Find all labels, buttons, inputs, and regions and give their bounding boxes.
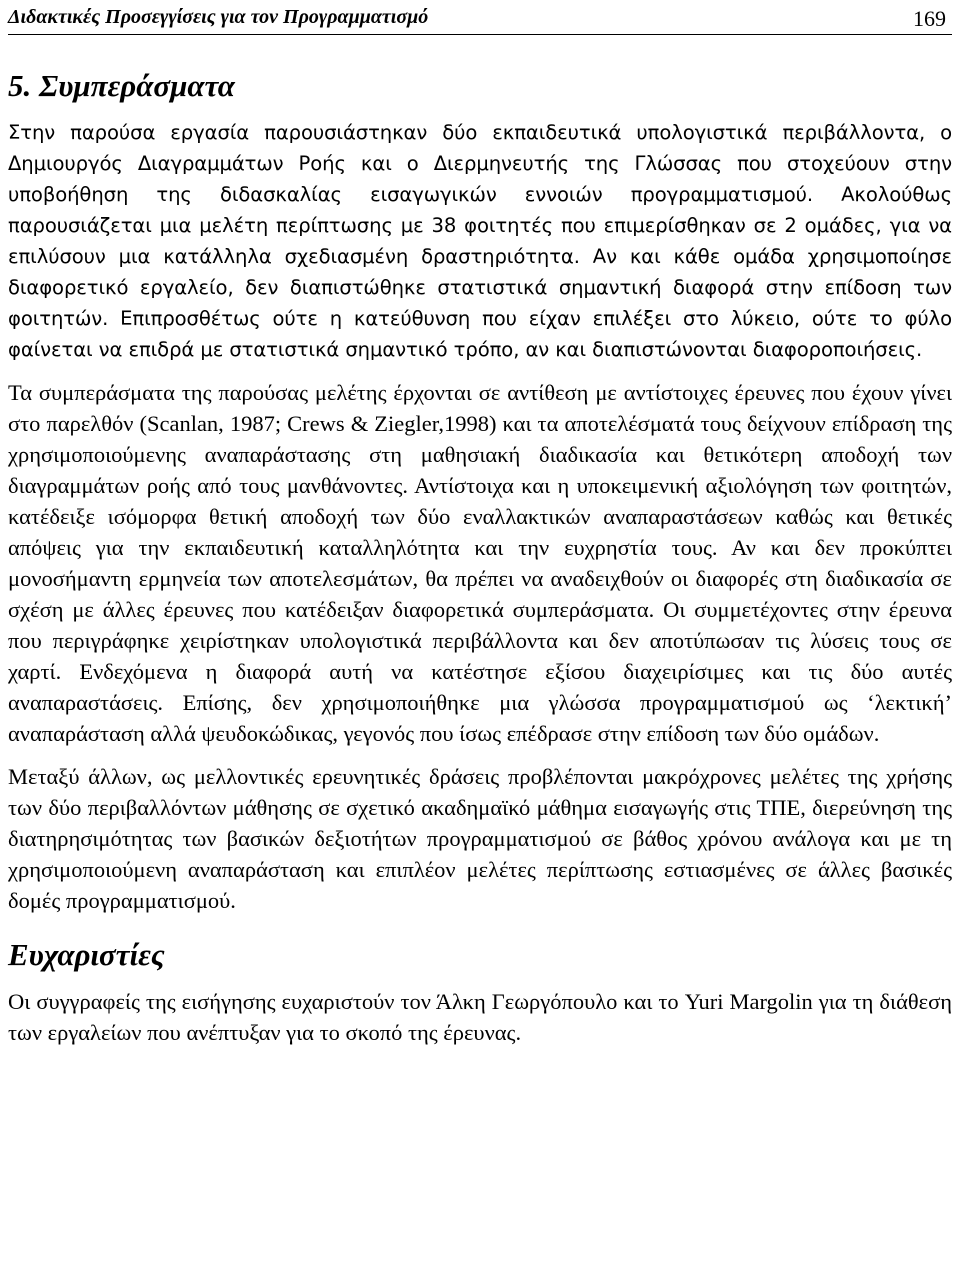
document-page <box>8 0 952 1060</box>
conclusions-paragraph-3: Μεταξύ άλλων, ως μελλοντικές ερευνητικές δράσεις προβλέπονται μακρόχρονες μελέτες της χρήσης των δύο περιβαλλόντων μάθησης σε σχετικό ακαδημαϊκό μάθημα εισαγωγής στις ΤΠΕ, διερεύνηση της διατηρησιμότητας των βασικών δεξιοτήτων προγραμματισμού σε βάθος χρόνου ανάλογα και με τη χρησιμοποιούμενη αναπαράσταση και επιπλέον μελέτες περίπτωσης εστιασμένες σε άλλες βασικές δομές προγραμματισμού. <box>8 764 952 914</box>
conclusions-paragraph-1: Στην παρούσα εργασία παρουσιάστηκαν δύο εκπαιδευτικά υπολογιστικά περιβάλλοντα, ο Δημιουργός Διαγραμμάτων Ροής και ο Διερμηνευτής της Γλώσσας που στοχεύουν στην υποβοήθηση της διδασκαλίας εισαγωγικών εννοιών προγραμματισμού. Ακολούθως παρουσιάζεται μια μελέτη περίπτωσης με 38 φοιτητές που επιμερίσθηκαν σε 2 ομάδες, για να επιλύσουν μια κατάλληλα σχεδιασμένη δραστηριότητα. Αν και κάθε ομάδα χρησιμοποίησε διαφορετικό εργαλείο, δεν διαπιστώθηκε στατιστικά σημαντική διαφορά στην επίδοση των φοιτητών. Επιπροσθέτως ούτε η κατεύθυνση που είχαν επιλέξει στο λύκειο, ούτε το φύλο φαίνεται να επιδρά με στατιστικά σημαντικό τρόπο, αν και διαπιστώνονται διαφοροποιήσεις. <box>8 121 952 362</box>
section-heading-conclusions: 5. Συμπεράσματα <box>8 68 235 103</box>
running-header <box>8 0 952 35</box>
running-title: Διδακτικές Προσεγγίσεις για τον Προγραμματισμό <box>8 6 429 28</box>
conclusions-paragraph-2: Τα συμπεράσματα της παρούσας μελέτης έρχονται σε αντίθεση με αντίστοιχες έρευνες που έχουν γίνει στο παρελθόν (Scanlan, 1987; Crews & Ziegler,1998) και τα αποτελέσματά τους δείχνουν επίδραση της χρησιμοποιούμενης αναπαράστασης στη μαθησιακή διαδικασία και θετικότερη αποδοχή των διαγραμμάτων ροής από τους μανθάνοντες. Αντίστοιχα και η υποκειμενική αξιολόγηση των φοιτητών, κατέδειξε ισόμορφα θετική αποδοχή των δύο εναλλακτικών αναπαραστάσεων καθώς και θετικές απόψεις για την εκπαιδευτική καταλληλότητα και την ευχρηστία τους. Αν και δεν προκύπτει μονοσήμαντη ερμηνεία των αποτελεσμάτων, θα πρέπει να αναδειχθούν οι διαφορές στη διαδικασία σε σχέση με άλλες έρευνες που κατέδειξαν διαφορετικά συμπεράσματα. Οι συμμετέχοντες στην έρευνα που περιγράφηκε χειρίστηκαν υπολογιστικά περιβάλλοντα και δεν αποτύπωσαν τις λύσεις τους σε χαρτί. Ενδεχόμενα η διαφορά αυτή να κατέστησε εξίσου διαχειρίσιμες και τις δύο αυτές αναπαραστάσεις. Επίσης, δεν χρησιμοποιήθηκε μια γλώσσα προγραμματισμού ως ‘λεκτική’ αναπαράσταση αλλά ψευδοκώδικας, γεγονός που ίσως επέδρασε στην επίδοση των δύο ομάδων. <box>8 380 952 747</box>
page-number: 169 <box>913 6 946 31</box>
acknowledgements-paragraph: Οι συγγραφείς της εισήγησης ευχαριστούν τον Άλκη Γεωργόπουλο και το Yuri Margolin για τη διάθεση των εργαλείων που ανέπτυξαν για το σκοπό της έρευνας. <box>8 989 952 1046</box>
section-heading-acknowledgements: Ευχαριστίες <box>8 937 165 973</box>
